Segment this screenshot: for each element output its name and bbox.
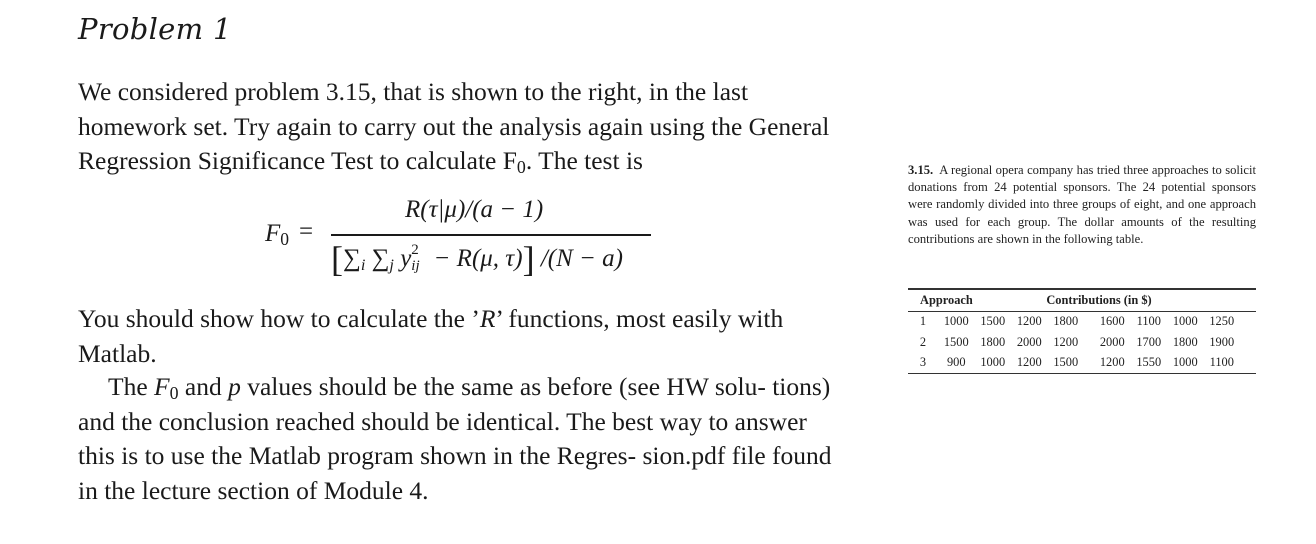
contribution-cell: 1000 [943, 314, 969, 329]
contribution-cell: 1200 [1016, 314, 1042, 329]
contribution-cell: 1800 [1172, 334, 1198, 349]
contribution-cell: 1200 [1053, 334, 1079, 349]
contribution-cell: 900 [946, 355, 966, 370]
expectation-paragraph: The $F_0$ and p values should be the same as before (see HW solu- tions) and the conclusion reached should be identical. The best way to answer this is to use the Matlab program shown in the Regres- sion.pdf file found in the lecture section of Module 4. [78, 372, 832, 505]
contributions-table [908, 288, 1256, 374]
contribution-cell: 1500 [943, 334, 969, 349]
instructions-paragraph: You should show how to calculate the ’R’ functions, most easily with Matlab. [78, 304, 784, 368]
contribution-cell: 1550 [1136, 355, 1162, 370]
excerpt-problem-number: 3.15. [908, 163, 934, 177]
approach-number: 3 [919, 355, 927, 370]
approach-number: 2 [919, 334, 927, 349]
contribution-cell: 1900 [1209, 334, 1235, 349]
contribution-cell: 1000 [1172, 314, 1198, 329]
contribution-cell: 1250 [1209, 314, 1235, 329]
approach-number: 1 [919, 314, 927, 329]
problem-title: Problem 1 [78, 12, 232, 46]
header-contributions: Contributions (in $) [1046, 292, 1152, 307]
table-row [908, 353, 1256, 374]
contribution-cell: 2000 [1016, 334, 1042, 349]
contribution-cell: 1500 [1053, 355, 1079, 370]
excerpt-text: A regional opera company has tried three approaches to solicit donations from 24 potential sponsors. The 24 potential sponsors were randomly divided into three groups of eight, and one approach was used for each group. The dollar amounts of the resulting contributions are shown in the following table. [908, 163, 1256, 246]
contribution-cell: 1800 [980, 334, 1006, 349]
contribution-cell: 1100 [1209, 355, 1234, 370]
contribution-cell: 1000 [980, 355, 1006, 370]
table-header [908, 290, 1256, 311]
intro-text: We considered problem 3.15, that is shown to the right, in the last homework set. Try again to carry out the analysis again using the General Regression Significance Test to calculate F [78, 77, 830, 175]
contribution-cell: 1600 [1099, 314, 1125, 329]
contribution-cell: 1800 [1053, 314, 1079, 329]
textbook-excerpt [908, 162, 1256, 248]
equation-numerator: R(τ|μ)/(a − 1) [405, 196, 544, 223]
equation-equals: = [299, 218, 314, 245]
equation-denominator: [∑i ∑j y 2 ij − R(μ, τ)] /(N − a) [331, 239, 623, 279]
table-bottom-rule [908, 373, 1256, 374]
table-row [908, 312, 1256, 333]
contribution-cell: 1500 [980, 314, 1006, 329]
contribution-cell: 1700 [1136, 334, 1162, 349]
table-body [908, 312, 1256, 374]
intro-tail: . The test is [525, 146, 643, 175]
intro-f-subscript: 0 [516, 157, 526, 177]
intro-paragraph [78, 75, 838, 179]
contribution-cell: 1200 [1016, 355, 1042, 370]
equation-lhs: $F_0$ [265, 220, 290, 249]
table-row [908, 332, 1256, 353]
contribution-cell: 1100 [1136, 314, 1161, 329]
header-approach: Approach [920, 292, 973, 307]
contribution-cell: 2000 [1099, 334, 1125, 349]
contribution-cell: 1000 [1172, 355, 1198, 370]
fraction-bar [331, 234, 651, 236]
f-statistic-equation [265, 196, 685, 288]
contribution-cell: 1200 [1099, 355, 1125, 370]
